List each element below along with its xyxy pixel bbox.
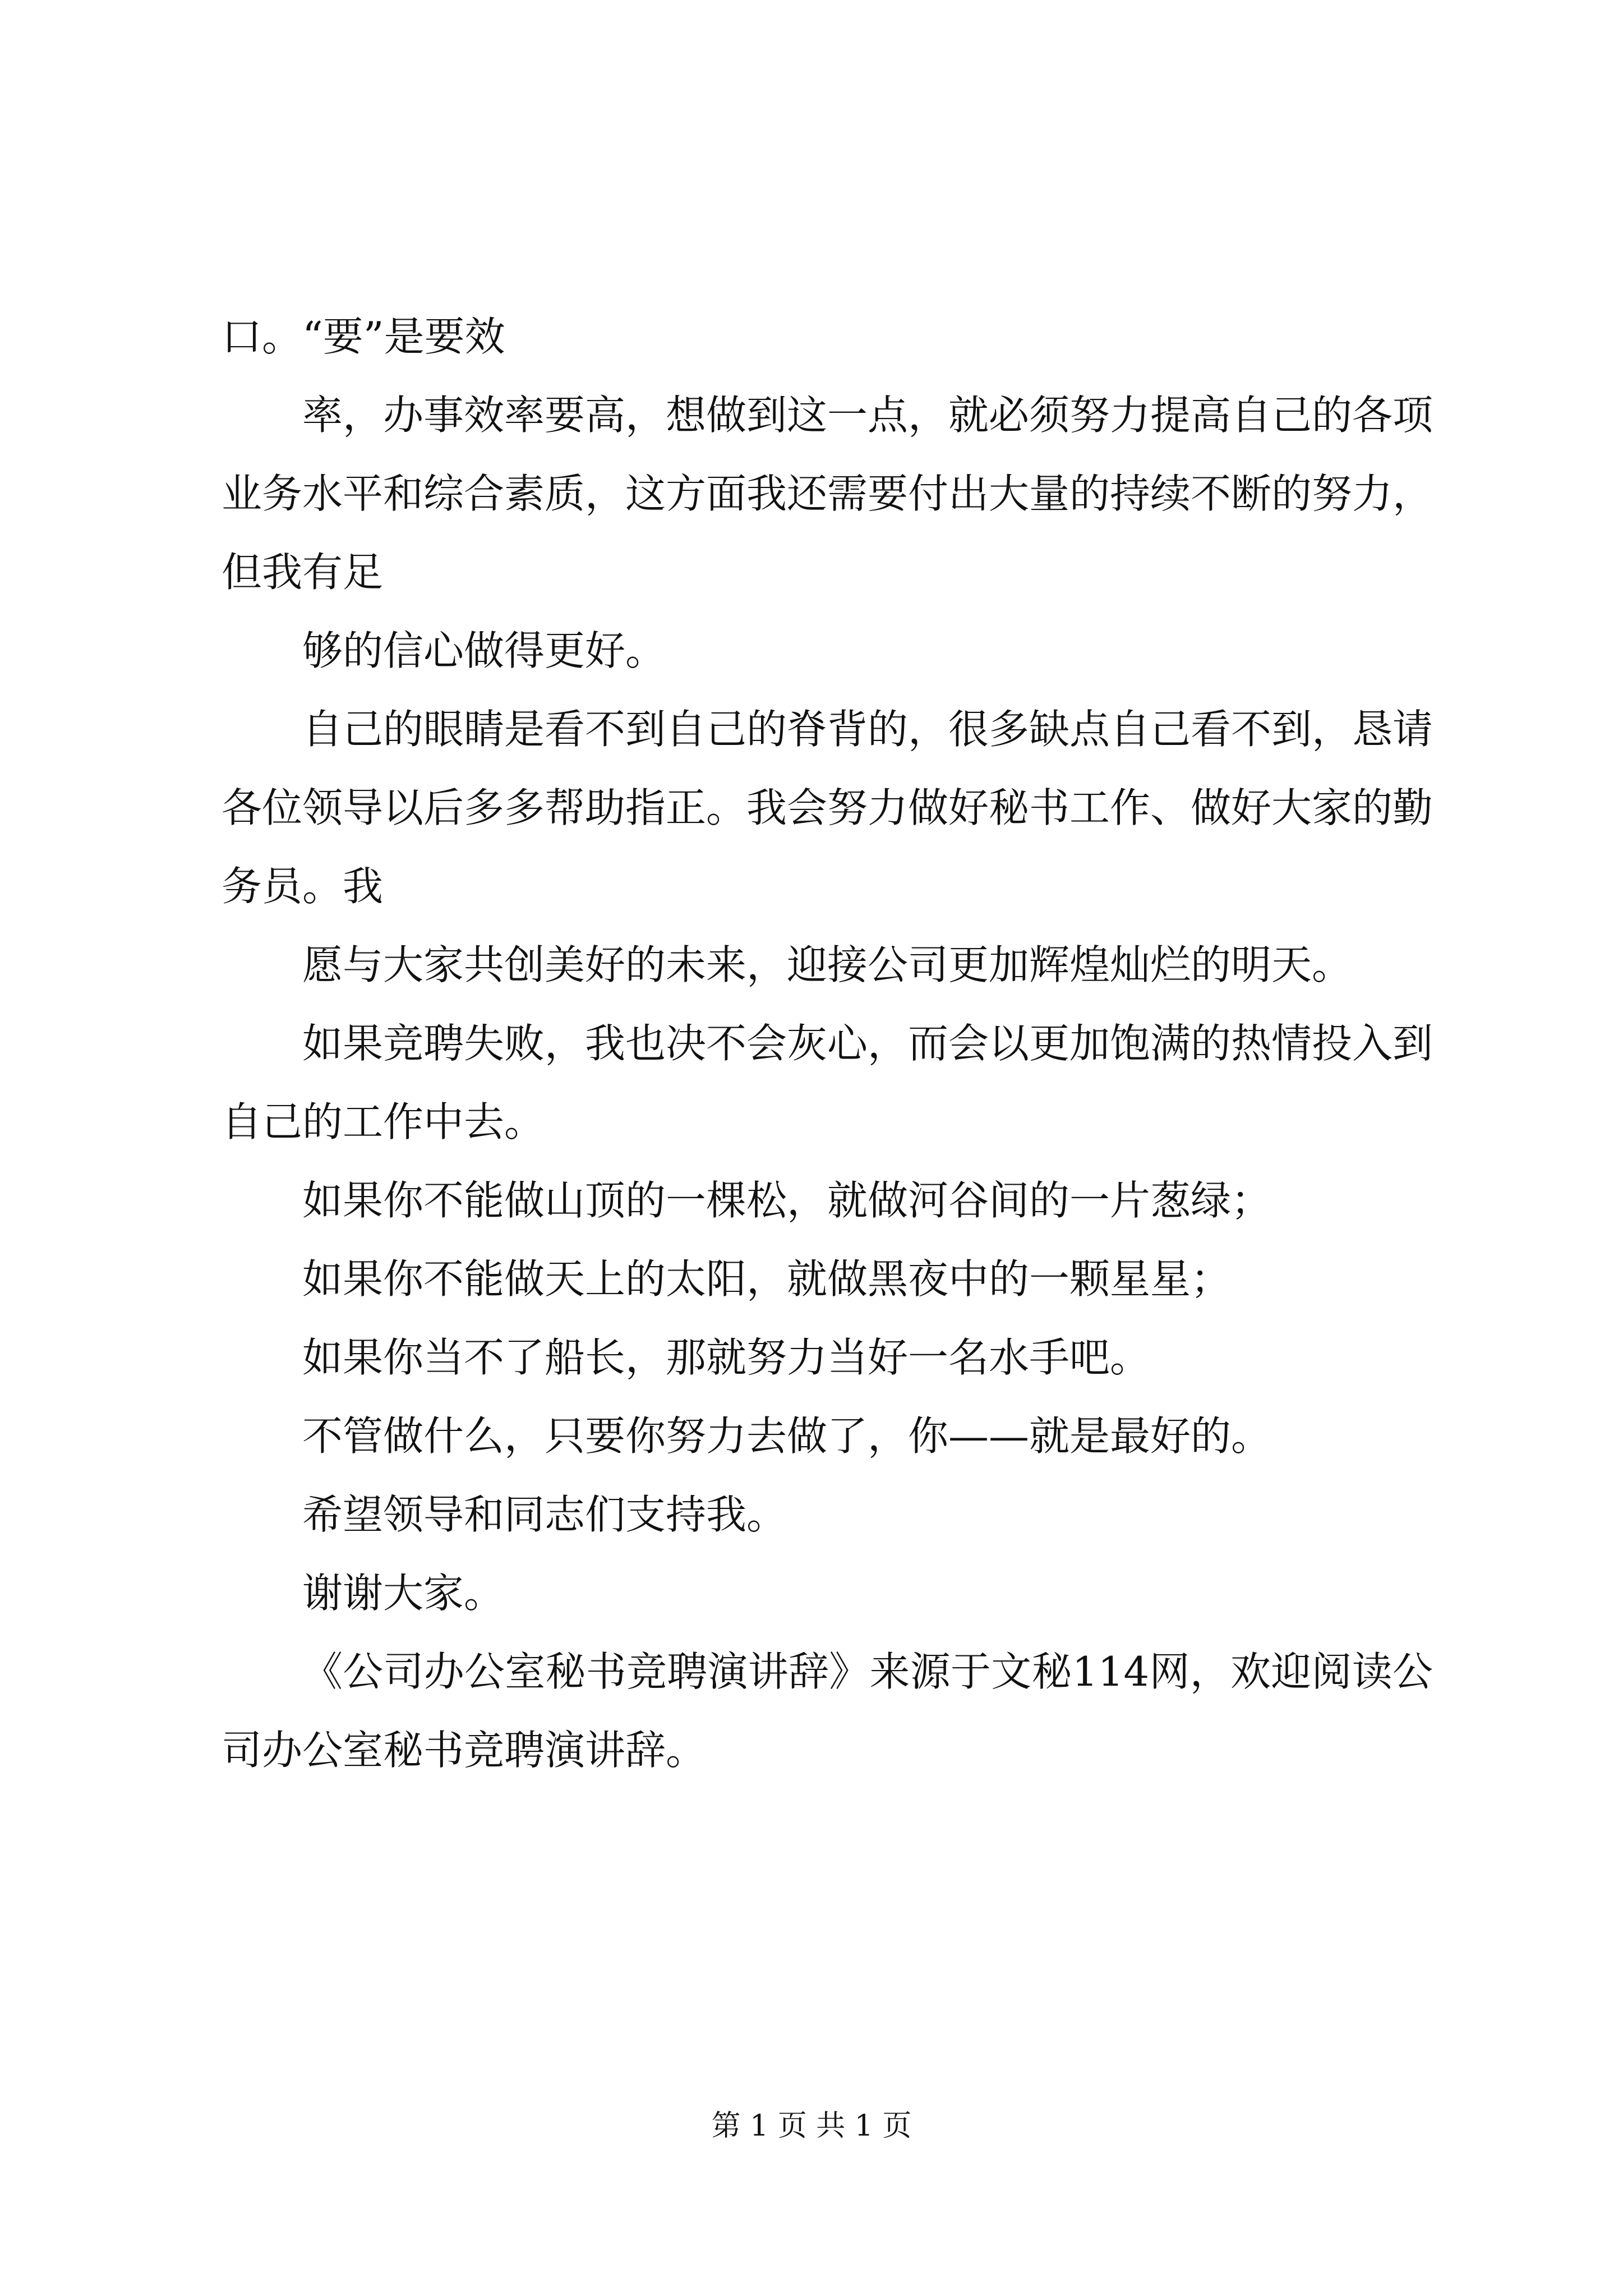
page-number-footer: 第 1 页 共 1 页 bbox=[711, 2109, 912, 2143]
paragraph: 谢谢大家。 bbox=[302, 1570, 505, 1617]
document-body bbox=[222, 297, 1433, 1789]
paragraph: 不管做什么，只要你努力去做了，你——就是最好的。 bbox=[302, 1412, 1272, 1460]
paragraph: 率，办事效率要高，想做到这一点，就必须努力提高自己的各项业务水平和综合素质，这方面我还需要付出大量的持续不断的努力，但我有足 bbox=[222, 392, 1433, 596]
paragraph: 自己的眼睛是看不到自己的脊背的，很多缺点自己看不到，恳请各位领导以后多多帮助指正。我会努力做好秘书工作、做好大家的勤务员。我 bbox=[222, 706, 1433, 910]
paragraph: 如果你不能做天上的太阳，就做黑夜中的一颗星星； bbox=[302, 1255, 1232, 1303]
paragraph: 如果你当不了船长，那就努力当好一名水手吧。 bbox=[302, 1334, 1151, 1381]
paragraph: 希望领导和同志们支持我。 bbox=[302, 1491, 787, 1538]
paragraph: 够的信心做得更好。 bbox=[302, 627, 666, 674]
paragraph: 如果你不能做山顶的一棵松，就做河谷间的一片葱绿； bbox=[302, 1177, 1272, 1224]
paragraph: 愿与大家共创美好的未来，迎接公司更加辉煌灿烂的明天。 bbox=[302, 941, 1353, 988]
paragraph: 如果竞聘失败，我也决不会灰心，而会以更加饱满的热情投入到自己的工作中去。 bbox=[222, 1020, 1433, 1145]
paragraph: 《公司办公室秘书竞聘演讲辞》来源于文秘114网，欢迎阅读公司办公室秘书竞聘演讲辞。 bbox=[222, 1648, 1433, 1774]
paragraph: 口。“要”是要效 bbox=[222, 313, 505, 360]
